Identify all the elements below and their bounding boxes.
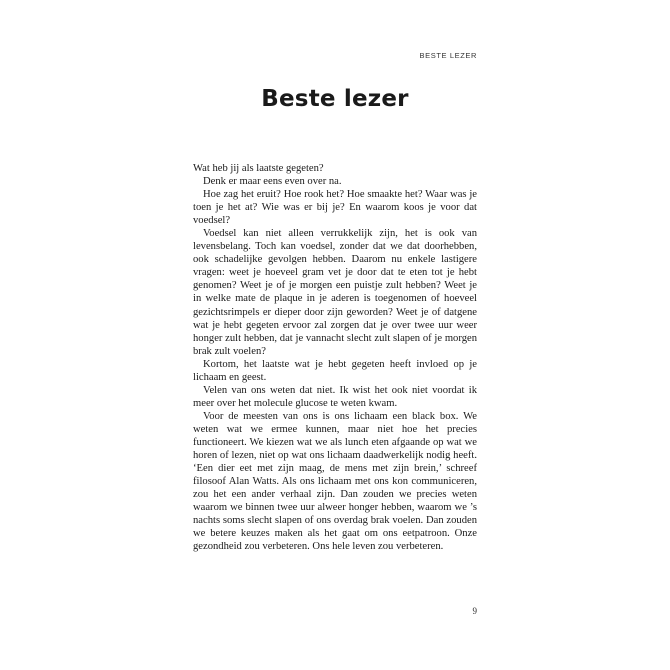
paragraph: Velen van ons weten dat niet. Ik wist het ook niet voordat ik meer over het molecule glucose te weten kwam.	[193, 384, 477, 409]
paragraph: Hoe zag het eruit? Hoe rook het? Hoe smaakte het? Waar was je toen je het at? Wie was er bij je? En waarom koos je voor dat voedsel?	[193, 189, 477, 227]
paragraph: Kortom, het laatste wat je hebt gegeten heeft invloed op je lichaam en geest.	[193, 358, 477, 383]
paragraph: Voor de meesten van ons is ons lichaam een black box. We weten wat we ermee kunnen, maar niet hoe het precies functioneert. We kiezen wat we als lunch eten afgaande op wat we horen of lezen, niet op wat ons lichaam daadwerkelijk nodig heeft. ‘Een dier eet met zijn maag, de mens met zijn brein,’ schreef filosoof Alan Watts. Als ons lichaam met ons kon communiceren, zou het een ander verhaal zijn. Dan zouden we precies weten waarom we binnen twee uur alweer honger hebben, waarom we ’s nachts soms slecht slapen of ons overdag brak voelen. Dan zouden we betere keuzes maken als het gaat om ons eetpatroon. Onze gezondheid zou verbeteren. Ons hele leven zou verbeteren.	[193, 410, 477, 553]
page-number: 9	[472, 606, 477, 616]
body-text	[193, 162, 477, 553]
chapter-title: Beste lezer	[261, 86, 409, 112]
paragraph: Voedsel kan niet alleen verrukkelijk zijn, het is ook van levensbelang. Toch kan voedsel, zonder dat we dat doorhebben, ook schadelijke gevolgen hebben. Daarom nu enkele lastigere vragen: weet je hoeveel gram vet je door dat te eten tot je hebt genomen? Weet je of je morgen een puistje zult hebben? Weet je in welke mate de plaque in je aderen is toegenomen of hoeveel gezichtsrimpels er dieper door zijn geworden? Weet je of datgene wat je hebt gegeten ervoor zal zorgen dat je over twee uur weer honger zult hebben, dat je vannacht slecht zult slapen of je morgen brak zult voelen?	[193, 228, 477, 357]
paragraph: Wat heb jij als laatste gegeten?	[193, 163, 324, 174]
running-head: BESTE LEZER	[419, 51, 477, 60]
paragraph: Denk er maar eens even over na.	[203, 176, 342, 188]
